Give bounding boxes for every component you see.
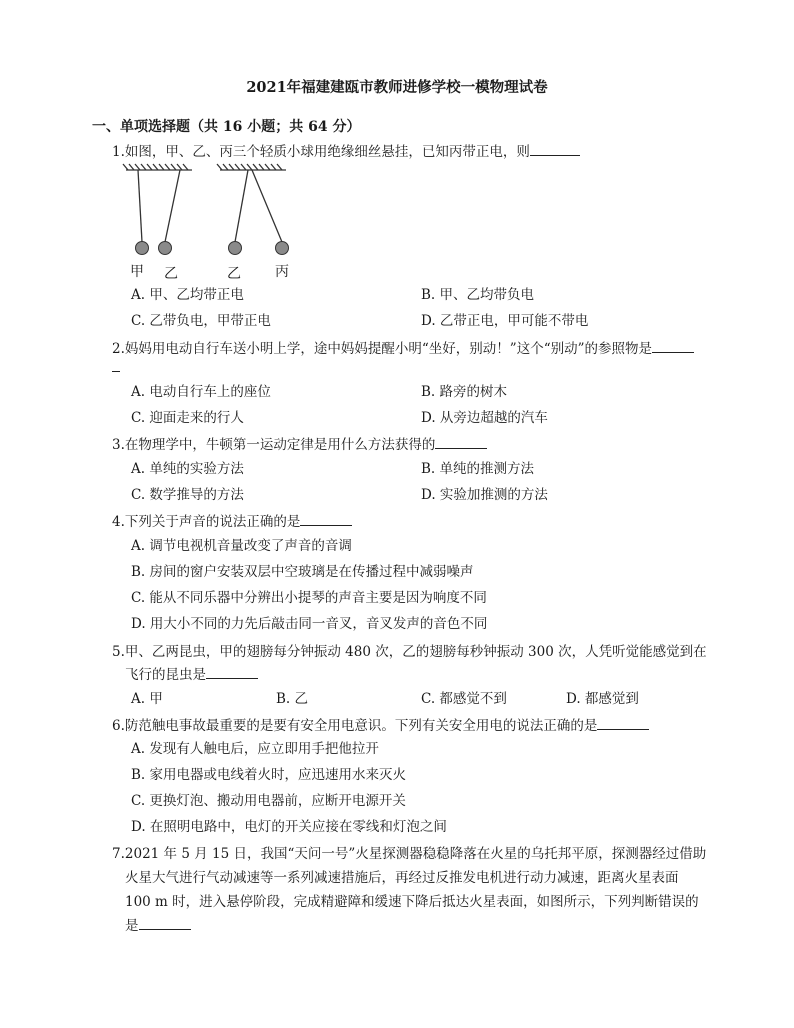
option-b[interactable]: B. 家用电器或电线着火时，应迅速用水来灭火 (131, 767, 407, 783)
answer-blank[interactable] (206, 666, 258, 679)
question-3 (112, 436, 752, 455)
option-a[interactable]: A. 电动自行车上的座位 (131, 384, 271, 400)
option-b[interactable]: B. 甲、乙均带负电 (421, 287, 535, 303)
answer-blank[interactable] (300, 513, 352, 526)
question-6 (112, 717, 752, 736)
question-2 (112, 340, 752, 359)
figure-label-jia: 甲 (130, 264, 144, 280)
option-a[interactable]: A. 调节电视机音量改变了声音的音调 (131, 538, 352, 554)
option-c[interactable]: C. 能从不同乐器中分辨出小提琴的声音主要是因为响度不同 (131, 590, 487, 606)
answer-blank[interactable] (435, 436, 487, 449)
option-a[interactable]: A. 发现有人触电后，应立即用手把他拉开 (131, 741, 379, 757)
question-number: 6. (112, 718, 125, 734)
page-title: 2021年福建建瓯市教师进修学校一模物理试卷 (246, 79, 548, 96)
figure-label-yi: 乙 (164, 266, 178, 282)
figure-hanging-balls (120, 162, 300, 262)
option-a[interactable]: A. 甲、乙均带正电 (131, 287, 244, 303)
option-b[interactable]: B. 乙 (276, 691, 309, 707)
question-7-line-3: 100 m 时，进入悬停阶段，完成精避障和缓速下降后抵达火星表面，如图所示，下列判断错误的 (125, 894, 699, 910)
option-c[interactable]: C. 都感觉不到 (421, 691, 507, 707)
option-b[interactable]: B. 路旁的树木 (421, 384, 508, 400)
question-7-line-2: 火星大气进行气动减速等一系列减速措施后，再经过反推发电机进行动力减速，距离火星表面 (125, 870, 679, 886)
ball-yi-1 (159, 242, 172, 255)
question-text-line-4: 是 (125, 918, 139, 934)
answer-blank[interactable] (652, 340, 694, 353)
option-d[interactable]: D. 都感觉到 (566, 691, 639, 707)
question-5-line-2 (125, 666, 765, 685)
question-5 (112, 643, 752, 662)
question-text: 如图，甲、乙、丙三个轻质小球用绝缘细丝悬挂，已知丙带正电，则 (124, 144, 530, 160)
question-text-line-2: 飞行的昆虫是 (125, 667, 206, 683)
question-number: 1. (112, 144, 125, 160)
option-d[interactable]: D. 乙带正电，甲可能不带电 (421, 313, 589, 329)
option-d[interactable]: D. 实验加推测的方法 (421, 487, 548, 503)
question-number: 2. (112, 341, 125, 357)
question-text-line-1: 2021 年 5 月 15 日，我国“天问一号”火星探测器稳稳降落在火星的乌托邦平原，探测器经过借助 (124, 846, 707, 862)
answer-blank[interactable] (139, 917, 191, 930)
question-1 (112, 143, 752, 162)
question-7 (112, 845, 752, 864)
ball-bing (276, 242, 289, 255)
option-c[interactable]: C. 数学推导的方法 (131, 487, 244, 503)
question-7-line-4 (125, 917, 765, 936)
question-number: 7. (112, 846, 125, 862)
option-a[interactable]: A. 甲 (131, 691, 163, 707)
option-d[interactable]: D. 从旁边超越的汽车 (421, 410, 548, 426)
option-b[interactable]: B. 房间的窗户安装双层中空玻璃是在传播过程中减弱噪声 (131, 564, 474, 580)
option-c[interactable]: C. 迎面走来的行人 (131, 410, 244, 426)
question-number: 4. (112, 514, 125, 530)
question-text: 防范触电事故最重要的是要有安全用电意识。下列有关安全用电的说法正确的是 (124, 718, 598, 734)
figure-label-yi-2: 乙 (227, 266, 241, 282)
question-number: 3. (112, 437, 125, 453)
question-text: 妈妈用电动自行车送小明上学，途中妈妈提醒小明“坐好，别动！”这个“别动”的参照物是 (124, 341, 652, 357)
question-number: 5. (112, 644, 125, 660)
section-heading: 一、单项选择题（共 16 小题；共 64 分） (92, 119, 361, 135)
option-d[interactable]: D. 用大小不同的力先后敲击同一音叉，音叉发声的音色不同 (131, 616, 488, 632)
question-4 (112, 513, 752, 532)
option-c[interactable]: C. 乙带负电，甲带正电 (131, 313, 271, 329)
question-2-blank-wrap (112, 359, 752, 378)
option-b[interactable]: B. 单纯的推测方法 (421, 461, 535, 477)
option-c[interactable]: C. 更换灯泡、搬动用电器前，应断开电源开关 (131, 793, 406, 809)
option-a[interactable]: A. 单纯的实验方法 (131, 461, 244, 477)
question-text: 下列关于声音的说法正确的是 (124, 514, 301, 530)
ball-yi-2 (229, 242, 242, 255)
question-text-line-1: 甲、乙两昆虫，甲的翅膀每分钟振动 480 次，乙的翅膀每秒钟振动 300 次，人凭听觉能感觉到在 (124, 644, 707, 660)
answer-blank[interactable] (530, 143, 580, 156)
option-d[interactable]: D. 在照明电路中，电灯的开关应接在零线和灯泡之间 (131, 819, 447, 835)
ball-jia-1 (136, 242, 149, 255)
question-text: 在物理学中，牛顿第一运动定律是用什么方法获得的 (124, 437, 436, 453)
answer-blank[interactable] (597, 717, 649, 730)
answer-blank[interactable] (112, 359, 120, 372)
figure-label-bing: 丙 (275, 264, 289, 280)
